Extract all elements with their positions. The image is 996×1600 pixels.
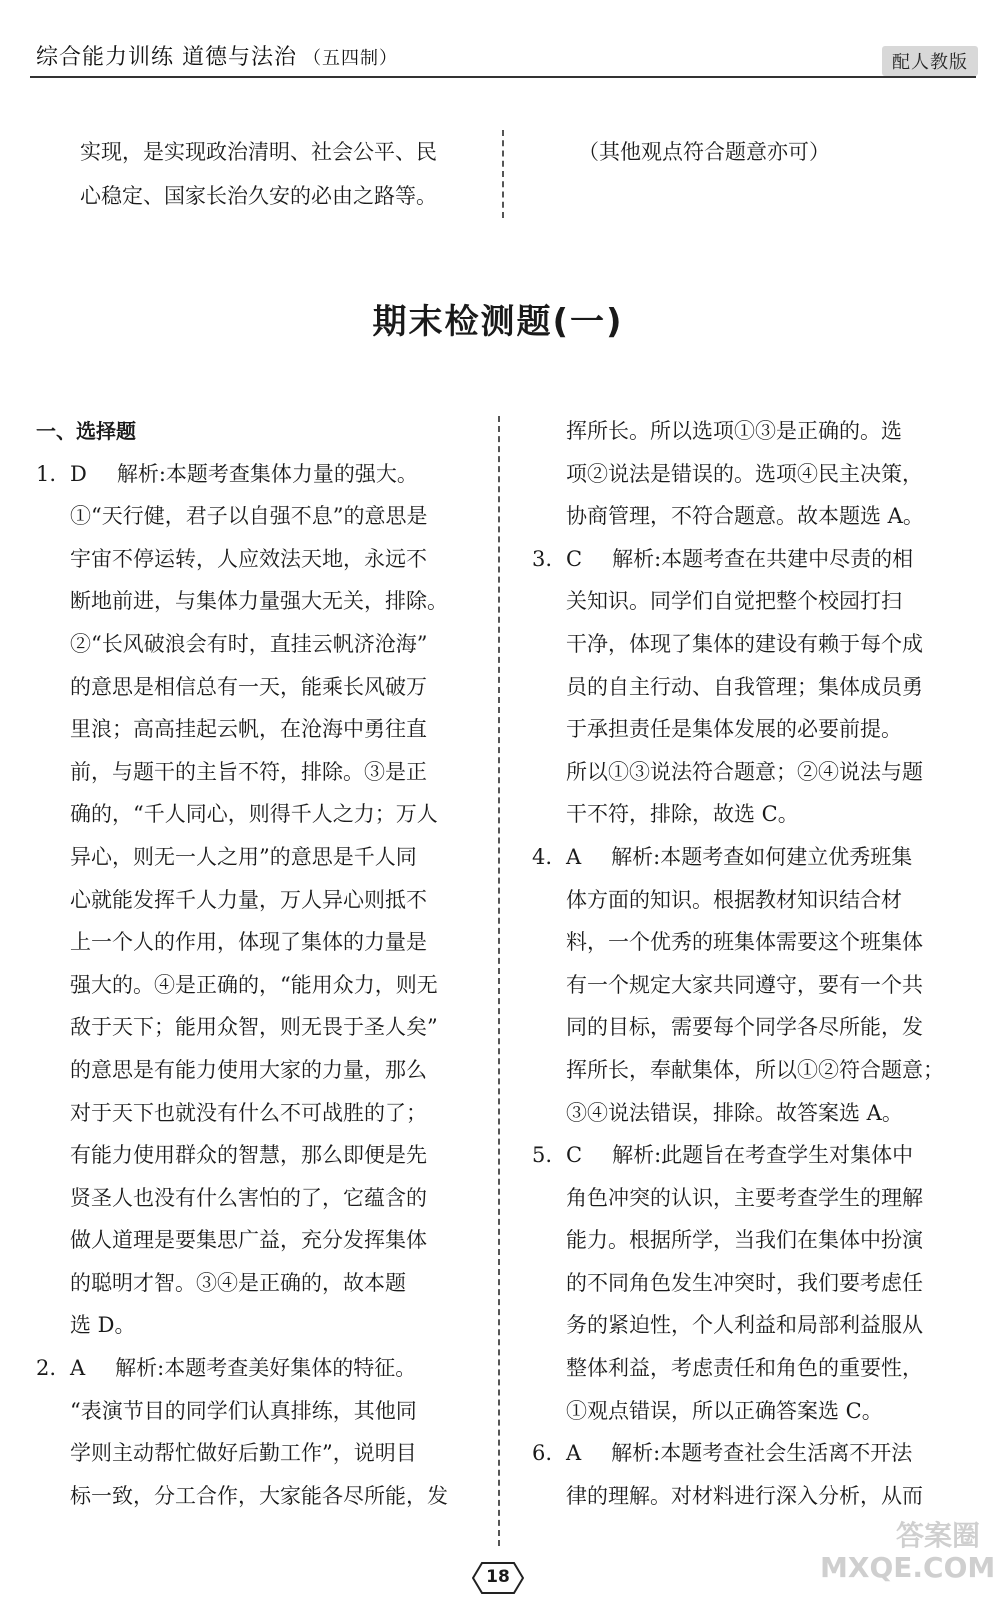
question-item-1 <box>36 453 476 1347</box>
text-line: 的聪明才智。③④是正确的，故本题 <box>70 1270 406 1295</box>
answer-letter: A <box>566 844 582 869</box>
text-line: 解析:此题旨在考查学生对集体中 <box>612 1143 914 1168</box>
question-number: 5. <box>532 1143 553 1168</box>
text-line: ①“天行健，君子以自强不息”的意思是 <box>70 504 428 529</box>
question-number: 1. <box>36 461 57 486</box>
answer-letter: A <box>70 1356 86 1381</box>
text-line: 的不同角色发生冲突时，我们要考虑任 <box>566 1270 923 1295</box>
text-line: 干不符，排除，故选 C。 <box>566 802 799 827</box>
answer-letter: C <box>566 546 583 571</box>
text-line: 上一个人的作用，体现了集体的力量是 <box>70 930 427 955</box>
text-line: 同的目标，需要每个同学各尽所能，发 <box>566 1015 923 1040</box>
text-line: 体方面的知识。根据教材知识结合材 <box>566 887 902 912</box>
book-title-text: 综合能力训练 道德与法治 <box>36 45 297 70</box>
answer-letter: D <box>70 461 87 486</box>
text-line: 学则主动帮忙做好后勤工作”，说明目 <box>70 1441 417 1466</box>
watermark: 答案圈 MXQE.COM <box>820 1519 996 1584</box>
text-line: 实现，是实现政治清明、社会公平、民 <box>80 140 437 164</box>
column-divider <box>502 130 504 218</box>
text-line: 料，一个优秀的班集体需要这个班集体 <box>566 930 923 955</box>
question-item-5 <box>532 1134 980 1432</box>
text-line: 能力。根据所学，当我们在集体中扮演 <box>566 1228 923 1253</box>
text-line: 断地前进，与集体力量强大无关，排除。 <box>70 589 448 614</box>
edition-label: （五四制） <box>303 48 398 69</box>
text-line: 确的，“千人同心，则得千人之力；万人 <box>70 802 438 827</box>
question-number: 3. <box>532 546 553 571</box>
right-column <box>532 410 980 1517</box>
top-right-text: （其他观点符合题意亦可） <box>578 140 830 164</box>
text-line: 于承担责任是集体发展的必要前提。 <box>566 717 902 742</box>
header-divider <box>30 76 976 78</box>
page-number-text: 18 <box>486 1567 510 1587</box>
text-line: 对于天下也就没有什么不可战胜的了； <box>70 1100 427 1125</box>
left-column <box>36 410 476 1517</box>
text-line: 里浪；高高挂起云帆，在沧海中勇往直 <box>70 717 427 742</box>
question-item-6 <box>532 1432 980 1517</box>
text-line: 强大的。④是正确的，“能用众力，则无 <box>70 972 438 997</box>
text-line: 整体利益，考虑责任和角色的重要性， <box>566 1356 923 1381</box>
text-line: 前，与题干的主旨不符，排除。③是正 <box>70 759 427 784</box>
text-line: 做人道理是要集思广益，充分发挥集体 <box>70 1228 427 1253</box>
text-line: 解析:本题考查美好集体的特征。 <box>115 1356 417 1381</box>
text-line: 心就能发挥千人力量，万人异心则抵不 <box>70 887 427 912</box>
text-line: 协商管理，不符合题意。故本题选 A。 <box>566 504 924 529</box>
question-item-2 <box>36 1347 476 1517</box>
text-line: 标一致，分工合作，大家能各尽所能，发 <box>70 1483 448 1508</box>
question-number: 4. <box>532 844 553 869</box>
question-item-4 <box>532 836 980 1134</box>
text-line: 项②说法是错误的。选项④民主决策， <box>566 461 923 486</box>
text-line: 敌于天下；能用众智，则无畏于圣人矣” <box>70 1015 438 1040</box>
text-line: 解析:本题考查如何建立优秀班集 <box>611 844 913 869</box>
top-left-text <box>80 130 480 218</box>
text-line: 的意思是相信总有一天，能乘长风破万 <box>70 674 427 699</box>
text-line: ②“长风破浪会有时，直挂云帆济沧海” <box>70 631 428 656</box>
text-line: 员的自主行动、自我管理；集体成员勇 <box>566 674 923 699</box>
question-number: 6. <box>532 1441 553 1466</box>
text-line: 解析:本题考查社会生活离不开法 <box>611 1441 913 1466</box>
answer-letter: A <box>566 1441 582 1466</box>
page-header <box>0 0 996 73</box>
publisher-badge: 配人教版 <box>882 46 978 76</box>
question-item-3 <box>532 538 980 836</box>
text-line: ①观点错误，所以正确答案选 C。 <box>566 1398 883 1423</box>
text-line: 解析:本题考查在共建中尽责的相 <box>612 546 914 571</box>
text-line: 有能力使用群众的智慧，那么即便是先 <box>70 1143 427 1168</box>
page-number <box>472 1562 524 1594</box>
text-line: 异心，则无一人之用”的意思是千人同 <box>70 844 417 869</box>
text-line: 挥所长。所以选项①③是正确的。选 <box>566 419 902 443</box>
text-line: 关知识。同学们自觉把整个校园打扫 <box>566 589 902 614</box>
column-divider <box>498 416 500 1546</box>
text-line: 所以①③说法符合题意；②④说法与题 <box>566 759 923 784</box>
text-line: 角色冲突的认识，主要考查学生的理解 <box>566 1185 923 1210</box>
text-line: 有一个规定大家共同遵守，要有一个共 <box>566 972 923 997</box>
text-line: 律的理解。对材料进行深入分析，从而 <box>566 1483 923 1508</box>
text-line: 贤圣人也没有什么害怕的了，它蕴含的 <box>70 1185 427 1210</box>
text-line: 解析:本题考查集体力量的强大。 <box>116 461 418 486</box>
text-line: 的意思是有能力使用大家的力量，那么 <box>70 1057 427 1082</box>
question-continuation <box>532 410 980 538</box>
text-line: “表演节目的同学们认真排练，其他同 <box>70 1398 417 1423</box>
text-line: 选 D。 <box>70 1313 136 1338</box>
book-title <box>36 40 398 71</box>
section-title: 期末检测题(一) <box>372 302 624 342</box>
text-line: ③④说法错误，排除。故答案选 A。 <box>566 1100 903 1125</box>
section-heading: 一、选择题 <box>36 419 136 443</box>
answer-letter: C <box>566 1143 583 1168</box>
text-line: 心稳定、国家长治久安的必由之路等。 <box>80 184 437 208</box>
text-line: 挥所长，奉献集体，所以①②符合题意； <box>566 1057 944 1082</box>
text-line: 干净，体现了集体的建设有赖于每个成 <box>566 631 923 656</box>
question-number: 2. <box>36 1356 57 1381</box>
text-line: 宇宙不停运转，人应效法天地，永远不 <box>70 546 427 571</box>
text-line: 务的紧迫性，个人利益和局部利益服从 <box>566 1313 923 1338</box>
